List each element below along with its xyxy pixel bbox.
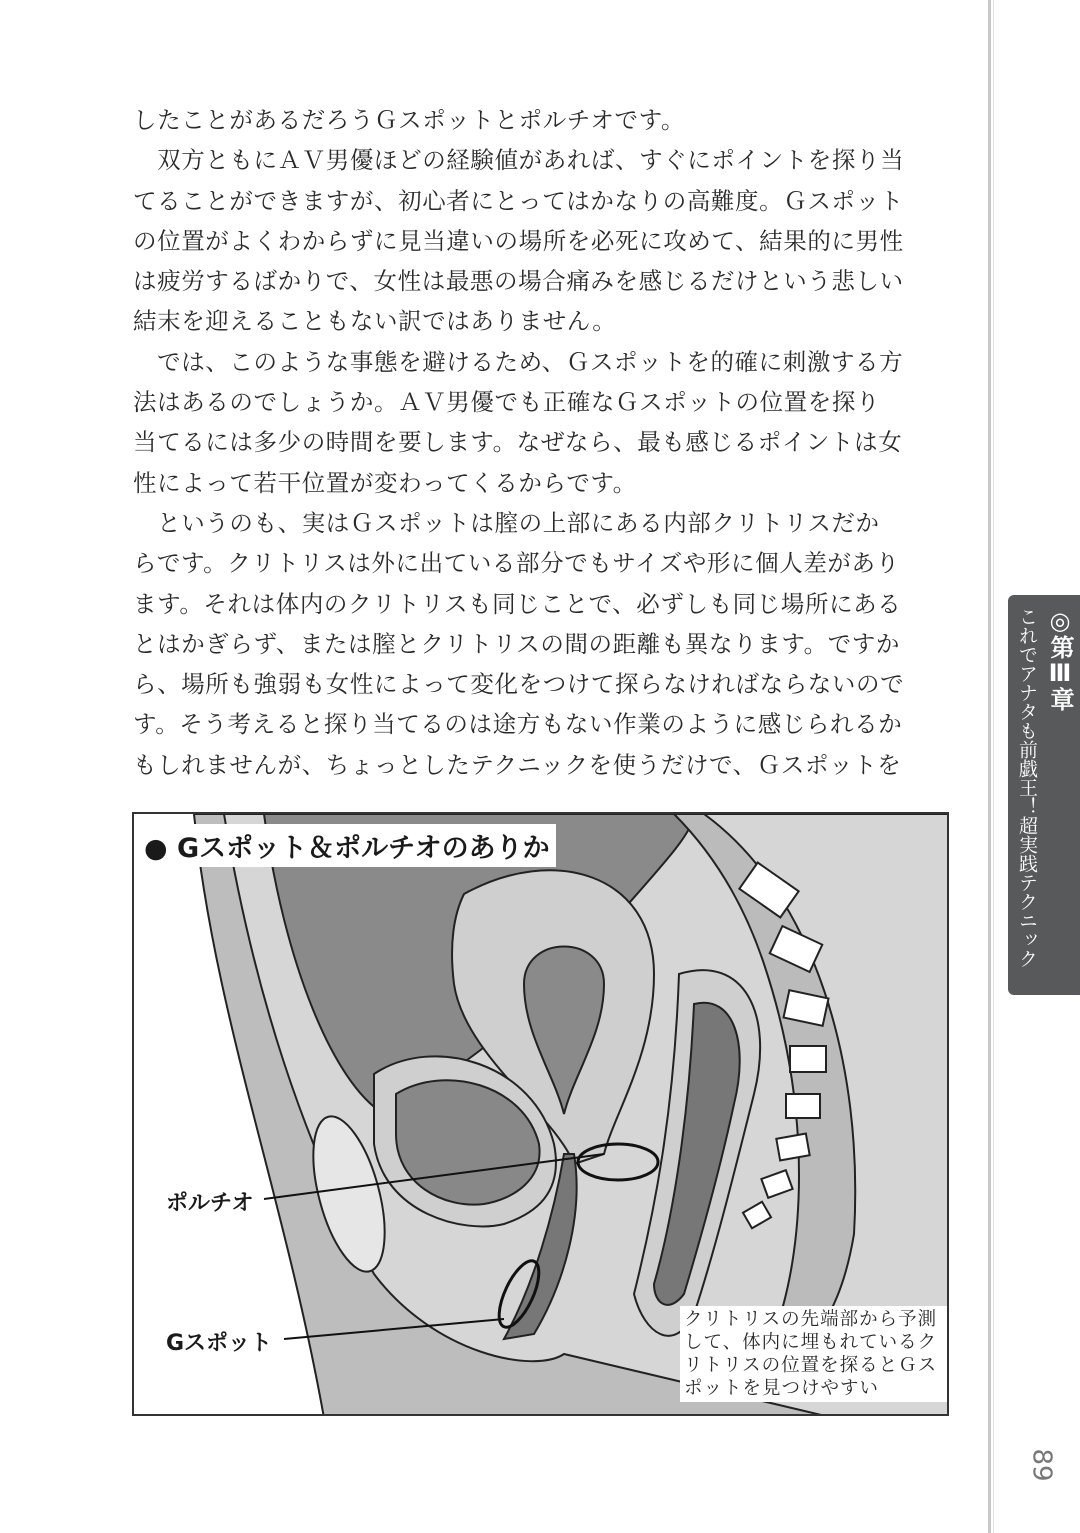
text-line: したことがあるだろうＧスポットとポルチオです。 — [133, 106, 685, 134]
text-line: 結末を迎えることもない訳ではありません。 — [133, 307, 617, 336]
text-line: らです。クリトリスは外に出ている部分でもサイズや形に個人差があり — [133, 549, 900, 578]
page-edge — [988, 0, 991, 1533]
text-line: の位置がよくわからずに見当違いの場所を必死に攻めて、結果的に男性 — [133, 226, 904, 255]
figure-caption: クリトリスの先端部から予測して、体内に埋もれているクリトリスの位置を探るとＧスポットを見つけやすい — [680, 1306, 948, 1402]
text-line: とはかぎらず、または膣とクリトリスの間の距離も異なります。ですか — [133, 629, 900, 658]
chapter-title: これでアナタも前戯王！超実践テクニック — [1016, 607, 1038, 968]
text-line: 当てるには多少の時間を要します。なぜなら、最も感じるポイントは女 — [133, 428, 903, 457]
text-line: ら、場所も強弱も女性によって変化をつけて探らなければならないので — [133, 670, 905, 699]
text-line: もしれませんが、ちょっとしたテクニックを使うだけで、Ｇスポットを — [133, 750, 902, 779]
text-line: す。そう考えると探り当てるのは途方もない作業のように感じられるか — [133, 710, 903, 739]
label-gspot: Gスポット — [166, 1326, 272, 1357]
page-edge-inner — [993, 0, 994, 1533]
chapter-side-tab — [1008, 595, 1080, 995]
text-line: 双方ともにＡＶ男優ほどの経験値があれば、すぐにポイントを探り当 — [133, 146, 905, 175]
text-line: ます。それは体内のクリトリスも同じことで、必ずしも同じ場所にある — [133, 589, 902, 618]
body-text — [133, 100, 953, 785]
page-number: 89 — [1026, 1448, 1057, 1482]
chapter-number: ◎第Ⅲ章 — [1046, 607, 1074, 711]
text-line: 法はあるのでしょうか。ＡＶ男優でも正確なＧスポットの位置を探り — [133, 388, 881, 417]
text-line: というのも、実はＧスポットは膣の上部にある内部クリトリスだか — [133, 508, 880, 537]
text-line: 性によって若干位置が変わってくるからです。 — [133, 468, 637, 497]
label-portio: ポルチオ — [166, 1186, 254, 1217]
text-line: では、このような事態を避けるため、Ｇスポットを的確に刺激する方 — [133, 347, 904, 376]
text-line: は疲労するばかりで、女性は最悪の場合痛みを感じるだけという悲しい — [133, 267, 904, 296]
figure-title: ● Gスポット＆ポルチオのありか — [138, 824, 556, 867]
anatomy-figure — [132, 812, 949, 1416]
text-line: てることができますが、初心者にとってはかなりの高難度。Ｇスポット — [133, 186, 904, 215]
